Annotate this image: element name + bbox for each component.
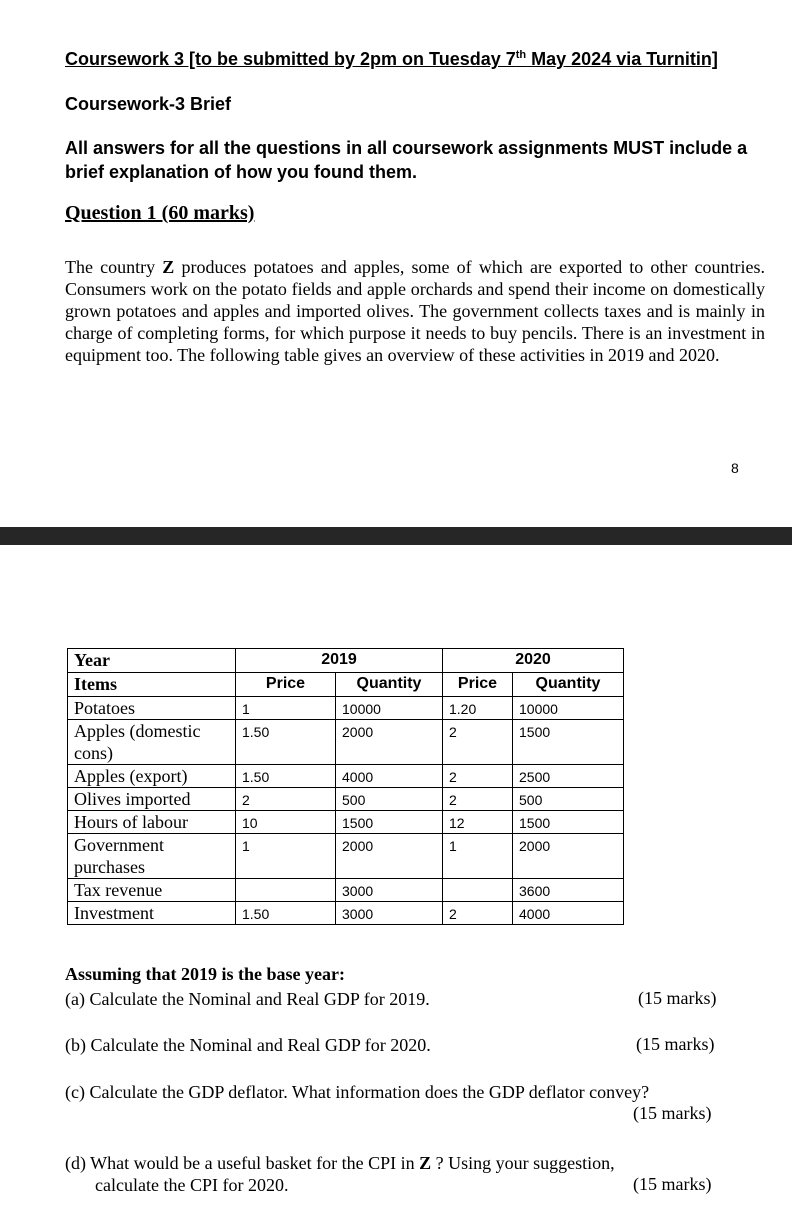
quantity-2019-header: Quantity bbox=[336, 673, 443, 697]
row-item: Tax revenue bbox=[68, 879, 236, 902]
quantity-2020-header: Quantity bbox=[513, 673, 624, 697]
row-quantity-2019: 2000 bbox=[336, 834, 443, 879]
row-price-2020: 1.20 bbox=[443, 697, 513, 720]
row-quantity-2019: 500 bbox=[336, 788, 443, 811]
title-part1: Coursework 3 [to be submitted by 2pm on Tuesday 7 bbox=[65, 49, 516, 69]
table-row bbox=[68, 811, 624, 834]
table-row bbox=[68, 697, 624, 720]
question-a-text: (a) Calculate the Nominal and Real GDP for 2019. bbox=[65, 989, 430, 1009]
table-row bbox=[68, 902, 624, 925]
row-quantity-2020: 4000 bbox=[513, 902, 624, 925]
table-row bbox=[68, 834, 624, 879]
row-quantity-2019: 10000 bbox=[336, 697, 443, 720]
question-b-text: (b) Calculate the Nominal and Real GDP for 2020. bbox=[65, 1035, 431, 1055]
question-b-marks: (15 marks) bbox=[636, 1034, 715, 1054]
question-c-text: (c) Calculate the GDP deflator. What information does the GDP deflator convey? bbox=[65, 1082, 650, 1102]
row-quantity-2020: 3600 bbox=[513, 879, 624, 902]
title-part2: May 2024 via Turnitin] bbox=[526, 49, 718, 69]
row-price-2019: 1.50 bbox=[236, 902, 336, 925]
question-d-before: (d) What would be a useful basket for the CPI in bbox=[65, 1153, 420, 1173]
items-header: Items bbox=[68, 673, 236, 697]
row-price-2020 bbox=[443, 879, 513, 902]
table-year-row bbox=[68, 649, 624, 673]
intro-country: Z bbox=[162, 257, 175, 277]
year-2019-header: 2019 bbox=[236, 649, 443, 673]
row-item: Olives imported bbox=[68, 788, 236, 811]
row-quantity-2020: 1500 bbox=[513, 811, 624, 834]
year-2020-header: 2020 bbox=[443, 649, 624, 673]
question-d-marks: (15 marks) bbox=[633, 1174, 712, 1194]
row-item: Apples (domestic cons) bbox=[68, 720, 236, 765]
row-price-2019: 10 bbox=[236, 811, 336, 834]
row-quantity-2019: 4000 bbox=[336, 765, 443, 788]
row-item: Potatoes bbox=[68, 697, 236, 720]
intro-after: produces potatoes and apples, some of which are exported to other countries. Consumers work on the potato fields and apple orchards and spend their income on domestically grown potatoes and apples and imported olives. The government collects taxes and is mainly in charge of completing forms, for which purpose it needs to buy pencils. There is an investment in equipment too. The following table gives an overview of these activities in 2019 and 2020. bbox=[65, 257, 765, 365]
row-item: Hours of labour bbox=[68, 811, 236, 834]
question-a-marks: (15 marks) bbox=[638, 988, 717, 1008]
question-d-after: ? Using your suggestion, bbox=[431, 1153, 615, 1173]
row-quantity-2019: 3000 bbox=[336, 902, 443, 925]
table-row bbox=[68, 879, 624, 902]
row-quantity-2020: 500 bbox=[513, 788, 624, 811]
row-price-2020: 2 bbox=[443, 720, 513, 765]
row-price-2020: 2 bbox=[443, 765, 513, 788]
row-price-2020: 2 bbox=[443, 788, 513, 811]
row-quantity-2019: 3000 bbox=[336, 879, 443, 902]
year-header: Year bbox=[68, 649, 236, 673]
row-item: Apples (export) bbox=[68, 765, 236, 788]
table-row bbox=[68, 720, 624, 765]
row-item: Investment bbox=[68, 902, 236, 925]
row-quantity-2020: 2500 bbox=[513, 765, 624, 788]
row-quantity-2020: 1500 bbox=[513, 720, 624, 765]
page-number: 8 bbox=[731, 460, 739, 476]
row-quantity-2020: 2000 bbox=[513, 834, 624, 879]
price-2020-header: Price bbox=[443, 673, 513, 697]
row-price-2019: 1.50 bbox=[236, 765, 336, 788]
row-price-2019 bbox=[236, 879, 336, 902]
row-quantity-2019: 2000 bbox=[336, 720, 443, 765]
row-price-2020: 1 bbox=[443, 834, 513, 879]
page-divider bbox=[0, 527, 792, 545]
row-price-2019: 1.50 bbox=[236, 720, 336, 765]
table-row bbox=[68, 765, 624, 788]
coursework-brief-heading: Coursework-3 Brief bbox=[65, 94, 232, 114]
question-1-heading: Question 1 (60 marks) bbox=[65, 202, 255, 224]
base-year-assumption: Assuming that 2019 is the base year: bbox=[65, 964, 346, 984]
question-d-country: Z bbox=[419, 1153, 432, 1173]
table-items-row bbox=[68, 673, 624, 697]
title-superscript: th bbox=[515, 49, 527, 61]
row-price-2020: 2 bbox=[443, 902, 513, 925]
row-price-2019: 2 bbox=[236, 788, 336, 811]
price-2019-header: Price bbox=[236, 673, 336, 697]
table-row bbox=[68, 788, 624, 811]
question-1-intro bbox=[65, 256, 765, 366]
answer-instructions: All answers for all the questions in all coursework assignments MUST include a brief explanation of how you found them. bbox=[65, 138, 748, 182]
coursework-title bbox=[65, 49, 745, 69]
row-price-2019: 1 bbox=[236, 697, 336, 720]
row-quantity-2019: 1500 bbox=[336, 811, 443, 834]
question-d-text bbox=[65, 1152, 615, 1174]
row-price-2020: 12 bbox=[443, 811, 513, 834]
activities-table bbox=[67, 648, 624, 925]
question-c-marks: (15 marks) bbox=[633, 1103, 712, 1123]
row-price-2019: 1 bbox=[236, 834, 336, 879]
row-quantity-2020: 10000 bbox=[513, 697, 624, 720]
question-d-text-line2: calculate the CPI for 2020. bbox=[95, 1175, 289, 1195]
intro-before: The country bbox=[65, 257, 163, 277]
row-item: Government purchases bbox=[68, 834, 236, 879]
